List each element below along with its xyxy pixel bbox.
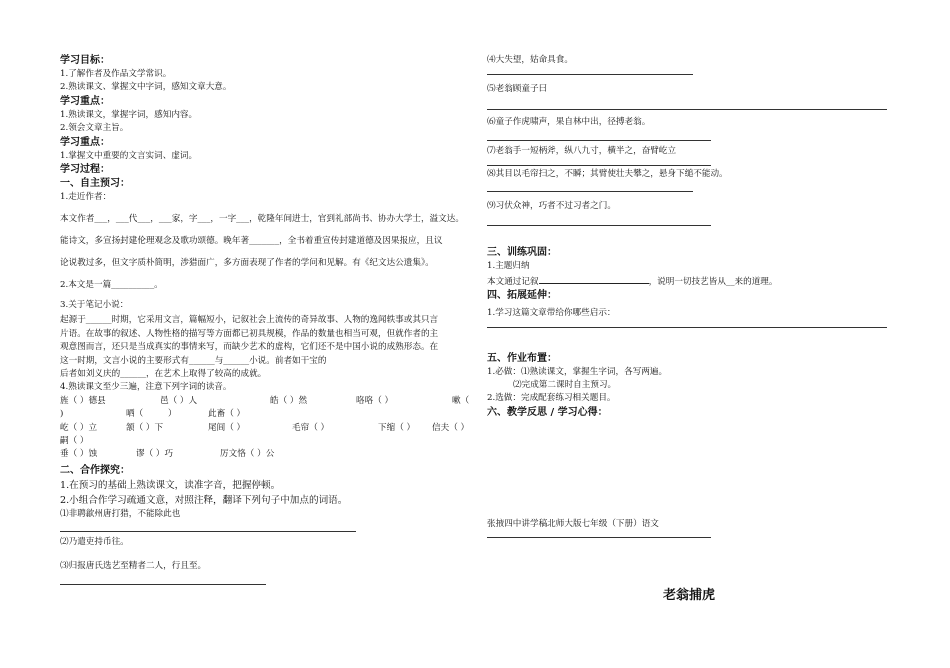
consolidate-1: 1.主题归纳 (487, 261, 530, 272)
right-column (487, 54, 907, 538)
pron-item: 尾闾（ ） (208, 422, 246, 433)
homework-3: 2.选做：完成配套练习相关题目。 (487, 393, 616, 404)
read-aloud: 4.熟读课文至少三遍，注意下列字词的读音。 (60, 382, 232, 393)
sentence-6: ⑹童子作虎啸声，果自林中出，径搏老翁。 (487, 116, 651, 127)
cooperate-2: 2.小组合作学习疏通文意，对照注释，翻译下列句子中加点的词语。 (60, 494, 348, 506)
key-points-heading-2: 学习重点： (60, 136, 110, 148)
pron-item: ) (60, 409, 64, 420)
key-point-2: 2.领会文章主旨。 (60, 123, 129, 134)
sentence-1: ⑴非聘歙州唐打猎，不能除此也 (60, 508, 181, 519)
consolidate-2 (487, 274, 907, 289)
left-column (60, 54, 470, 585)
pron-item: 下缩（ ） (378, 422, 416, 433)
answer-line[interactable] (487, 225, 711, 226)
footer-note: 张掖四中讲学稿北师大版七年级（下册）语文 (487, 518, 659, 529)
section-3-heading: 三、训练巩固： (487, 247, 557, 259)
answer-line[interactable] (487, 191, 693, 192)
pron-item: 咯咯（ ） (356, 395, 394, 406)
approach-author: 1.走近作者： (60, 192, 112, 203)
key-points-heading: 学习重点： (60, 95, 110, 107)
extend-1: 1.学习这篇文章带给你哪些启示： (487, 308, 616, 319)
pron-item: 邑（ ）人 (160, 395, 198, 406)
pron-item: 此畜（ ） (208, 409, 246, 420)
sentence-3: ⑶归报唐氏选艺至精者二人，行且至。 (60, 560, 207, 571)
pron-item: 旌（ ）德县 (60, 395, 106, 406)
section-5-heading: 五、作业布置： (487, 352, 557, 364)
section-2-heading: 二、合作探究： (60, 464, 130, 476)
goals-heading: 学习目标： (60, 55, 110, 66)
sentence-4: ⑷大失望，姑命具食。 (487, 55, 573, 65)
footer-line (487, 537, 711, 538)
pron-item: 皓（ ）然 (270, 395, 308, 406)
answer-line[interactable] (60, 584, 266, 585)
notes-paragraph-1: 起源于______时期，它采用文言，篇幅短小，记叙社会上流传的奇异故事、人物的逸闻轶事或其只言 (60, 315, 439, 326)
sentence-5: ⑸老翁顾童子曰 (487, 84, 548, 95)
pron-item: 垂（ ）蚀 (60, 449, 98, 460)
notes-paragraph-2: 片语。在故事的叙述、人物性格的描写等方面都已初具规模，作品的数量也相当可观，但就作者的主 (60, 328, 439, 339)
answer-line[interactable] (487, 109, 887, 110)
pronunciation-row-1 (60, 395, 470, 408)
homework-2: ⑵完成第二课时自主预习。 (513, 380, 617, 391)
pron-item: 屹（ ）立 (60, 422, 98, 433)
goal-1: 1.了解作者及作品文学常识。 (60, 69, 172, 79)
section-1-heading: 一、自主预习： (60, 178, 130, 190)
sentence-7: ⑺老翁手一短柄斧，纵八九寸，横半之，奋臂屹立 (487, 146, 677, 157)
notes-paragraph-3: 观意图而言，还只是当成真实的事情来写，而缺少艺术的虚构，它们还不是中国小说的成熟形态。在 (60, 342, 439, 353)
pronunciation-row-2 (60, 422, 470, 435)
pron-item: 厉文恪（ ）公 (220, 449, 275, 460)
goal-2: 2.熟读课文、掌握文中字词，感知文章大意。 (60, 82, 232, 93)
pron-item: 嗽（ (452, 395, 470, 406)
sentence-9: ⑼习伏众神，巧者不过习者之门。 (487, 201, 616, 212)
article-from: 2.本文是一篇__________。 (60, 280, 163, 291)
about-notes: 3.关于笔记小说： (60, 300, 129, 311)
section-6-heading: 六、教学反思 / 学习心得： (487, 406, 608, 418)
author-paragraph-3: 论说教过多，但文字质朴简明，涉猎面广，多方面表现了作者的学问和见解。有《纪文达公遗集》。 (60, 258, 434, 269)
pron-item: ） (168, 409, 177, 420)
pron-item: 嗣（ ） (60, 436, 89, 447)
homework-1: 1.必做：⑴熟读课文，掌握生字词，各写两遍。 (487, 366, 668, 377)
notes-paragraph-4: 这一时期，文言小说的主要形式有______与______小说。前者如干宝的 (60, 355, 327, 366)
pron-item: 毛帘（ ） (292, 422, 330, 433)
author-paragraph-2: 能诗文，多宣扬封建伦理观念及歌功颂德。晚年著_______，全书着重宣传封建道德及因果报应，且议 (60, 236, 443, 247)
answer-line[interactable] (487, 140, 711, 141)
consolidate-2-suffix: ，说明一切技艺皆从__来的道理。 (648, 276, 778, 287)
pron-item: 谬（ ）巧 (136, 449, 174, 460)
pron-item: 哂（ (126, 409, 144, 420)
key-point-2-1: 1.掌握文中重要的文言实词、虚词。 (60, 150, 198, 161)
answer-line[interactable] (487, 74, 693, 75)
answer-line[interactable] (487, 165, 711, 166)
sentence-8: ⑻其目以毛帘扫之，不瞬；其臂使壮夫攀之，悬身下缒不能动。 (487, 168, 728, 179)
document-title: 老翁捕虎 (663, 588, 716, 603)
answer-line[interactable] (60, 531, 356, 532)
consolidate-2-prefix: 本文通过记叙 (487, 276, 539, 287)
pronunciation-row-3 (60, 448, 470, 461)
sentence-2: ⑵乃遣吏持币往。 (60, 537, 129, 548)
cooperate-1: 1.在预习的基础上熟读课文，读准字音，把握停顿。 (60, 479, 281, 491)
author-paragraph-1: 本文作者___，___代___，___家，字___，一字___，乾隆年间进士，官到礼部尚书、协办大学士，溢文达。 (60, 214, 464, 225)
process-heading: 学习过程： (60, 164, 110, 176)
notes-paragraph-5: 后者如刘义庆的______，在艺术上取得了较高的成就。 (60, 369, 267, 380)
section-4-heading: 四、拓展延伸： (487, 290, 557, 302)
key-point-1: 1.熟读课文，掌握字词，感知内容。 (60, 109, 198, 120)
pron-item: 颔（ ）下 (126, 422, 164, 433)
pron-item: 信夫（ ） (432, 422, 470, 433)
consolidate-blank[interactable] (539, 274, 649, 284)
pronunciation-row-1b (60, 408, 470, 421)
pronunciation-row-2b (60, 435, 470, 448)
answer-line[interactable] (487, 327, 887, 328)
